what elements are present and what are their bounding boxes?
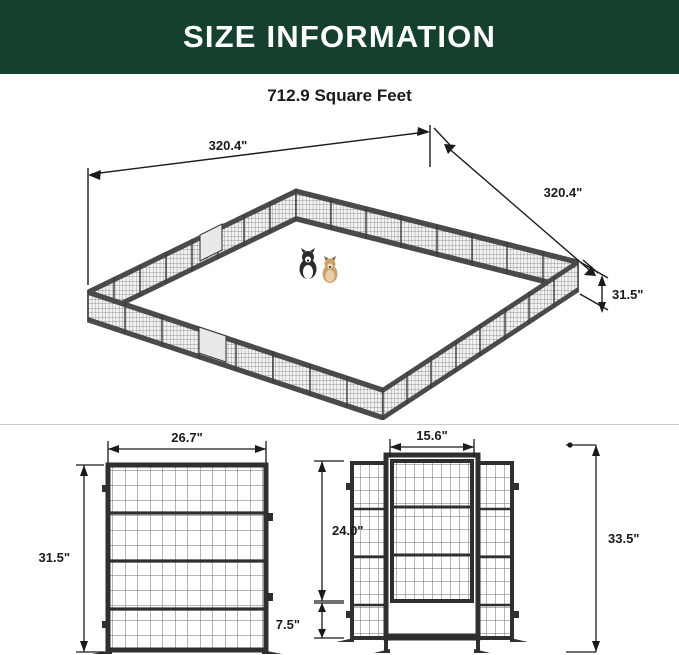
dim-gate-clearance-label: 7.5"	[275, 617, 300, 632]
dim-gate-height-label: 24.0"	[332, 523, 364, 538]
dim-gate-total-height	[566, 442, 600, 652]
dog-black-white	[300, 248, 317, 279]
page-title: SIZE INFORMATION	[182, 19, 497, 54]
header-banner	[0, 0, 679, 74]
dim-single-panel-width-label: 26.7"	[171, 430, 203, 445]
dim-gate-width-label: 15.6"	[416, 428, 448, 443]
dim-fence-height	[580, 262, 608, 313]
dog-tan	[323, 256, 338, 283]
panel-details	[0, 425, 679, 655]
area-caption: 712.9 Square Feet	[267, 86, 412, 105]
dim-top-width-label: 320.4"	[208, 138, 248, 153]
dim-single-panel-height	[76, 465, 104, 652]
single-panel-detail	[92, 465, 282, 654]
dim-fence-height-label: 31.5"	[612, 287, 644, 302]
dim-single-panel-height-label: 31.5"	[38, 550, 70, 565]
main-diagram	[0, 110, 679, 420]
dim-gate-total-height-label: 33.5"	[608, 531, 640, 546]
dim-right-depth-label: 320.4"	[543, 185, 583, 200]
gate-panel-detail	[336, 455, 528, 653]
dim-gate-clearance	[314, 603, 344, 638]
dim-top-width	[88, 125, 430, 285]
